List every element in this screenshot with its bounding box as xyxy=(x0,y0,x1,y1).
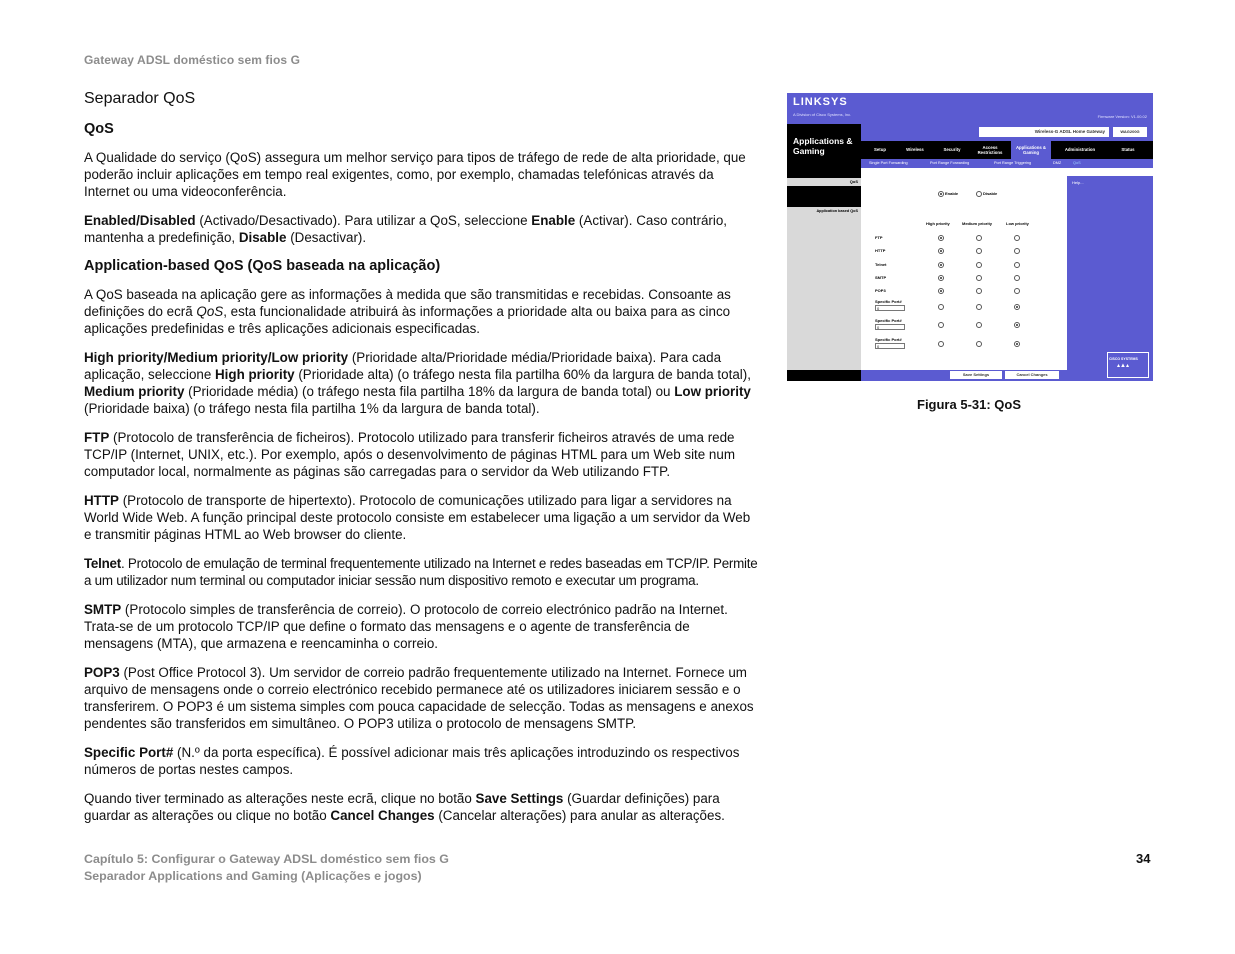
smtp-medium-radio[interactable] xyxy=(976,275,982,281)
qos-heading: QoS xyxy=(84,121,114,137)
port3-low-radio[interactable] xyxy=(1014,341,1020,347)
enable-radio[interactable] xyxy=(938,191,944,197)
footer-chapter: Capítulo 5: Configurar o Gateway ADSL doméstico sem fios G xyxy=(84,852,449,866)
col-medium-priority: Medium priority xyxy=(962,221,993,226)
port2-high-radio[interactable] xyxy=(938,322,944,328)
sub-tabs xyxy=(861,159,1153,168)
enable-label: Enable xyxy=(945,191,959,196)
specific-port-label-2: Specific Port# xyxy=(875,318,902,323)
help-link[interactable]: Help... xyxy=(1072,180,1084,185)
telnet-high-radio[interactable] xyxy=(938,262,944,268)
paragraph-telnet: Telnet. Protocolo de emulação de terminal frequentemente utilizado na Internet e redes baseadas em TCP/IP. Permite a um utilizador num terminal ou computador iniciar sessão num dispositivo remoto e executar um programa. xyxy=(84,556,758,588)
col-low-priority: Low priority xyxy=(1006,221,1029,226)
model-number: WAG200G xyxy=(1113,127,1147,137)
tab-administration[interactable]: Administration xyxy=(1064,147,1096,152)
specific-port-input-3[interactable]: 0 xyxy=(875,343,905,349)
ftp-low-radio[interactable] xyxy=(1014,235,1020,241)
pop3-low-radio[interactable] xyxy=(1014,288,1020,294)
paragraph-enable-disable: Enabled/Disabled (Activado/Desactivado). Para utilizar a QoS, seleccione Enable (Activar). Caso contrário, mantenha a predefinição, Disable (Desactivar). xyxy=(84,213,728,245)
paragraph-app-qos: A QoS baseada na aplicação gere as informações à medida que são transmitidas e recebidas. Consoante as definições do ecrã QoS, esta funcionalidade atribuirá às informações a prioridade alta ou baixa para as cinco aplicações predefinidas e três aplicações adicionais especificadas. xyxy=(84,287,731,336)
save-settings-button[interactable]: Save Settings xyxy=(950,371,1002,379)
smtp-low-radio[interactable] xyxy=(1014,275,1020,281)
port1-high-radio[interactable] xyxy=(938,304,944,310)
paragraph-qos-intro: A Qualidade do serviço (QoS) assegura um melhor serviço para tipos de tráfego de rede de alta prioridade, que poderão incluir aplicações em tempo real exigentes, como, por exemplo, chamadas telefónicas através da Internet ou uma videoconferência. xyxy=(84,150,746,199)
row-label-ftp: FTP xyxy=(875,235,883,240)
http-medium-radio[interactable] xyxy=(976,248,982,254)
specific-port-input-2[interactable]: 0 xyxy=(875,324,905,330)
figure-caption: Figura 5-31: QoS xyxy=(917,397,1022,412)
paragraph-pop3: POP3 (Post Office Protocol 3). Um servidor de correio padrão frequentemente utilizado na Internet. Fornece um arquivo de mensagens onde o correio electrónico recebido permanece até os utilizadores iniciarem sessão e o transferirem. O POP3 é um sistema simples com pouca capacidade de selecção. Todas as mensagens e anexos pendentes são transferidos em simultâneo. O POP3 utiliza o protocolo de mensagens SMTP. xyxy=(84,665,754,731)
footer-section: Separador Applications and Gaming (Aplicações e jogos) xyxy=(84,869,422,883)
http-low-radio[interactable] xyxy=(1014,248,1020,254)
specific-port-input-1[interactable]: 0 xyxy=(875,305,905,311)
main-tabs xyxy=(861,141,1153,159)
paragraph-priorities: High priority/Medium priority/Low priority (Prioridade alta/Prioridade média/Prioridade baixa). Para cada aplicação, seleccione High priority (Prioridade alta) (o tráfego nesta fila partilha 60% da largura de banda total), Medium priority (Prioridade média) (o tráfego nesta fila partilha 18% da largura de banda total) ou Low priority (Prioridade baixa) (o tráfego nesta fila partilha 1% da largura de banda total). xyxy=(84,350,751,416)
col-high-priority: High priority xyxy=(926,221,950,226)
ftp-high-radio[interactable] xyxy=(938,235,944,241)
smtp-high-radio[interactable] xyxy=(938,275,944,281)
cisco-logo-text: CISCO SYSTEMS xyxy=(1109,357,1138,361)
disable-radio[interactable] xyxy=(976,191,982,197)
page-number: 34 xyxy=(1136,851,1151,866)
telnet-medium-radio[interactable] xyxy=(976,262,982,268)
paragraph-http: HTTP (Protocolo de transporte de hipertexto). Protocolo de comunicações utilizado para ligar a servidores na World Wide Web. A função principal deste protocolo consiste em estabelecer uma ligação a um servidor da Web e transmitir páginas HTML ao Web browser do cliente. xyxy=(84,493,751,542)
row-label-http: HTTP xyxy=(875,248,886,253)
port3-medium-radio[interactable] xyxy=(976,341,982,347)
tab-wireless[interactable]: Wireless xyxy=(906,147,924,152)
port2-low-radio[interactable] xyxy=(1014,322,1020,328)
row-label-telnet: Telnet xyxy=(875,262,887,267)
paragraph-smtp: SMTP (Protocolo simples de transferência de correio). O protocolo de correio electrónico padrão na Internet. Trata-se de um protocolo TCP/IP que define o formato das mensagens e o agente de transferência de mensagens (MTA), que armazena e reencaminha o correio. xyxy=(84,602,728,651)
row-label-pop3: POP3 xyxy=(875,288,886,293)
subtab-qos[interactable]: QoS xyxy=(1073,161,1081,165)
http-high-radio[interactable] xyxy=(938,248,944,254)
linksys-logo: LINKSYS xyxy=(793,96,848,108)
tab-setup[interactable]: Setup xyxy=(874,147,886,152)
tab-status[interactable]: Status xyxy=(1121,147,1135,152)
tab-applications-gaming[interactable]: Applications & Gaming xyxy=(1011,141,1051,159)
sidebar-label-app-qos: Application based QoS xyxy=(787,207,861,215)
product-name-area xyxy=(861,124,1153,141)
specific-port-label-3: Specific Port# xyxy=(875,337,902,342)
sidebar-label-qos: QoS xyxy=(787,178,861,186)
disable-label: Disable xyxy=(983,191,998,196)
section-title: Separador QoS xyxy=(84,90,196,107)
ftp-medium-radio[interactable] xyxy=(976,235,982,241)
qos-screenshot xyxy=(787,93,1153,381)
tab-security[interactable]: Security xyxy=(943,147,961,152)
app-qos-heading: Application-based QoS (QoS baseada na aplicação) xyxy=(84,258,441,274)
paragraph-ftp: FTP (Protocolo de transferência de ficheiros). Protocolo utilizado para transferir ficheiros através de uma rede TCP/IP (Internet, UNIX, etc.). Por exemplo, após o desenvolvimento de páginas HTML para um Web site num computador local, normalmente as páginas são carregadas para o servidor da Web utilizando FTP. xyxy=(84,430,735,479)
product-name: Wireless-G ADSL Home Gateway xyxy=(979,127,1109,137)
section-title-label: Applications & Gaming xyxy=(793,136,853,156)
subtab-port-range-triggering[interactable]: Port Range Triggering xyxy=(994,161,1032,165)
row-label-smtp: SMTP xyxy=(875,275,887,280)
help-panel xyxy=(1067,176,1153,381)
subtab-port-range-forwarding[interactable]: Port Range Forwarding xyxy=(930,161,970,165)
pop3-medium-radio[interactable] xyxy=(976,288,982,294)
specific-port-label-1: Specific Port# xyxy=(875,299,902,304)
footer xyxy=(84,851,449,885)
cancel-changes-button[interactable]: Cancel Changes xyxy=(1005,371,1059,379)
port2-medium-radio[interactable] xyxy=(976,322,982,328)
paragraph-save-cancel: Quando tiver terminado as alterações neste ecrã, clique no botão Save Settings (Guardar definições) para guardar as alterações ou clique no botão Cancel Changes (Cancelar alterações) para anular as alterações. xyxy=(84,791,725,823)
firmware-version: Firmware Version: V1.00.02 xyxy=(1097,114,1147,119)
pop3-high-radio[interactable] xyxy=(938,288,944,294)
tab-access-restrictions[interactable]: Access Restrictions xyxy=(977,145,1003,155)
port1-medium-radio[interactable] xyxy=(976,304,982,310)
cisco-logo-icon: ▴▲▴ xyxy=(1117,363,1129,369)
telnet-low-radio[interactable] xyxy=(1014,262,1020,268)
port1-low-radio[interactable] xyxy=(1014,304,1020,310)
main-text xyxy=(84,90,758,836)
subtab-single-port-forwarding[interactable]: Single Port Forwarding xyxy=(869,161,908,165)
running-header: Gateway ADSL doméstico sem fios G xyxy=(84,53,301,67)
paragraph-specific-port: Specific Port# (N.º da porta específica). É possível adicionar mais três aplicações introduzindo os respectivos números de portas nestes campos. xyxy=(84,745,740,777)
port3-high-radio[interactable] xyxy=(938,341,944,347)
subtab-dmz[interactable]: DMZ xyxy=(1053,161,1062,165)
logo-subtitle: A Division of Cisco Systems, Inc. xyxy=(793,112,852,117)
